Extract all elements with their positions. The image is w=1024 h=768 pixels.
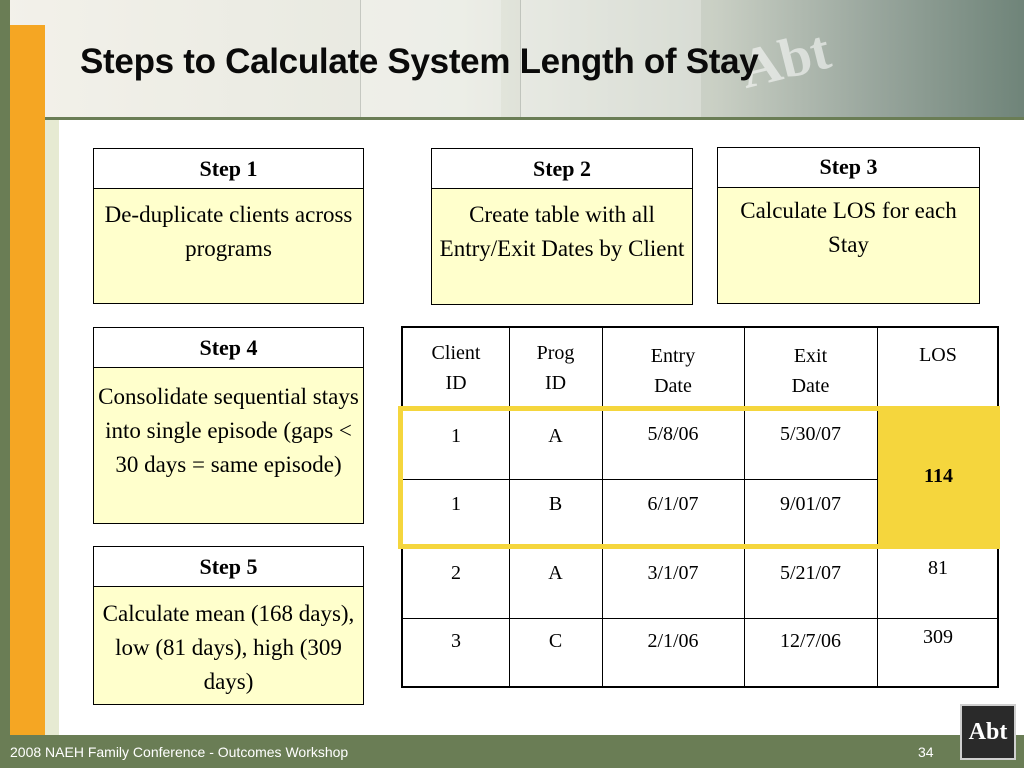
step-1-text: De-duplicate clients across programs [104, 202, 353, 261]
table-cell: 1 [451, 425, 461, 447]
table-cell: C [548, 630, 563, 652]
step-2-box [431, 148, 693, 305]
step-4-title: Step 4 [94, 328, 363, 368]
table-cell: 3 [451, 630, 461, 652]
step-3-box [717, 147, 980, 304]
header-entry-date-line2: Date [654, 375, 692, 397]
header-entry-date [602, 341, 744, 401]
header-entry-date-line1: Entry [650, 345, 696, 367]
header-prog-id-line2: ID [544, 372, 567, 394]
step-3-title: Step 3 [718, 148, 979, 188]
table-cell: 309 [923, 626, 953, 648]
abt-logo-text: Abt [968, 718, 1008, 745]
header-client-id-line2: ID [445, 372, 467, 394]
header-exit-date-line1: Exit [793, 345, 828, 367]
table-cell: B [548, 493, 563, 515]
table-cell: 2 [451, 562, 461, 584]
footer-bar [0, 735, 1024, 768]
slide-title: Steps to Calculate System Length of Stay [80, 42, 759, 81]
step-4-text: Consolidate sequential stays into single episode (gaps < 30 days = same episode) [98, 384, 359, 477]
header-exit-date-line2: Date [791, 375, 830, 397]
abt-logo [960, 704, 1016, 760]
header-client-id [403, 338, 509, 398]
table-cell: 12/7/06 [779, 630, 842, 652]
table-cell: A [548, 562, 563, 584]
table-cell: 2/1/06 [647, 630, 699, 652]
step-4-box [93, 327, 364, 524]
footer-text: 2008 NAEH Family Conference - Outcomes Workshop [10, 744, 349, 760]
left-orange-bar [10, 25, 45, 735]
watermark-logo-text: Abt [733, 19, 837, 101]
header-client-id-line1: Client [431, 342, 481, 364]
los-merged-value: 114 [924, 465, 953, 487]
step-1-box [93, 148, 364, 304]
table-cell: 5/30/07 [779, 423, 842, 445]
table-cell: 81 [928, 557, 948, 579]
table-cell: 5/8/06 [647, 423, 699, 445]
step-5-title: Step 5 [94, 547, 363, 587]
page-number: 34 [918, 744, 934, 760]
step-2-text: Create table with all Entry/Exit Dates by Client [439, 202, 685, 261]
table-cell: A [548, 425, 563, 447]
step-1-title: Step 1 [94, 149, 363, 189]
header-prog-id [509, 338, 602, 398]
episode-highlight [398, 406, 1000, 549]
step-5-text: Calculate mean (168 days), low (81 days), high (309 days) [102, 601, 355, 694]
left-cream-bar [45, 118, 59, 735]
table-cell: 1 [451, 493, 461, 515]
header-los: LOS [919, 344, 957, 366]
table-cell: 3/1/07 [647, 562, 699, 584]
step-5-box [93, 546, 364, 705]
header-divider [45, 117, 1024, 120]
header-prog-id-line1: Prog [536, 342, 575, 364]
left-accent-bar [0, 0, 10, 768]
step-2-title: Step 2 [432, 149, 692, 189]
table-cell: 9/01/07 [779, 493, 842, 515]
step-3-text: Calculate LOS for each Stay [740, 198, 957, 257]
header-exit-date [744, 341, 877, 401]
table-cell: 6/1/07 [647, 493, 699, 515]
table-cell: 5/21/07 [779, 562, 842, 584]
